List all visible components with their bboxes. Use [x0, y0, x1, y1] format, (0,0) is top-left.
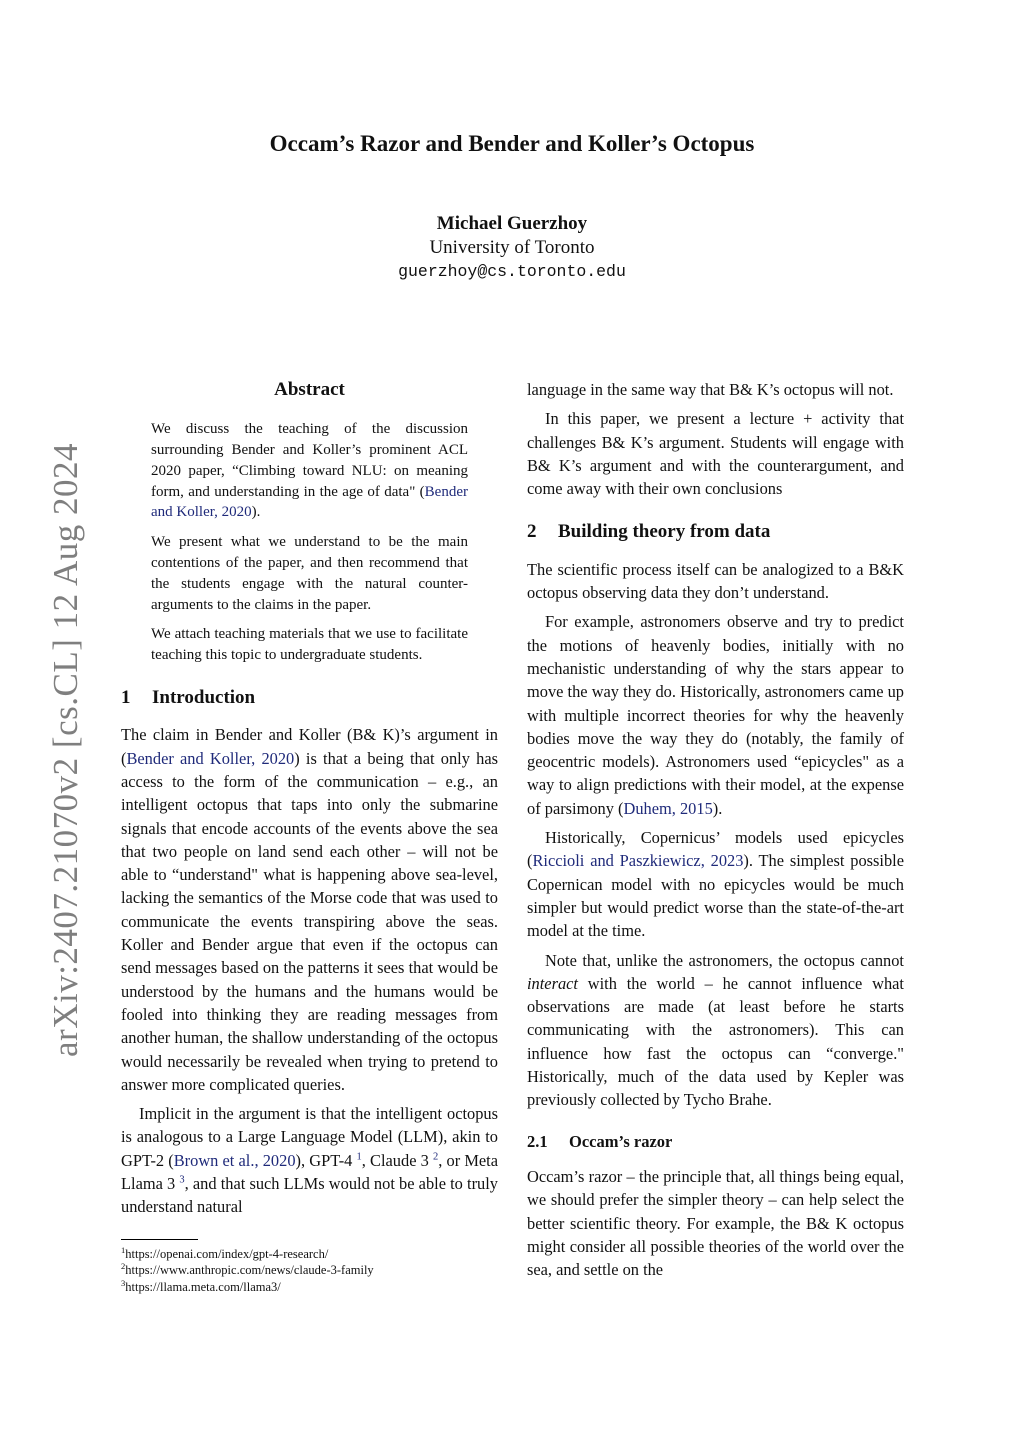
section-2-1-title: Occam’s razor	[569, 1131, 673, 1151]
citation-name: Bender and Koller	[126, 748, 252, 768]
section-2-number: 2	[527, 521, 537, 543]
intro-p2-b: ), GPT-4	[295, 1150, 357, 1170]
section-2-p3-a: Historically, Copernicus’ models used epicycles (	[527, 828, 904, 871]
section-2-heading	[527, 520, 904, 543]
citation-year: 2015	[679, 798, 713, 818]
footnote-ref-2[interactable]: 2	[433, 1151, 439, 1163]
intro-paragraph-1	[121, 723, 498, 1096]
author-affiliation: University of Toronto	[429, 237, 595, 258]
citation-year: 2020	[221, 504, 252, 521]
abstract-paragraph-3: We attach teaching materials that we use to facilitate teaching this topic to undergraduate students.	[151, 626, 468, 664]
citation-duhem[interactable]: Duhem, 2015	[623, 798, 713, 818]
section-1-heading	[121, 686, 498, 709]
footnote-mark: 3	[121, 1277, 126, 1288]
section-2-1-number: 2.1	[527, 1131, 548, 1151]
citation-name: Brown et al.	[173, 1150, 255, 1170]
citation-bender-koller-intro[interactable]: Bender and Koller, 2020	[126, 748, 295, 768]
intro-p1-b: ) is that a being that only has access to the form of the communication – e.g., an intelligent octopus that taps into only the submarine signals that encode accounts of the events above the sea that two people on land send each other – will not be able to “understand" what is happening above sea-level, lacking the semantics of the Morse code that was used to communicate the events transpiring above the seas. Koller and Bender argue that even if the octopus can send messages based on the patterns it sees that would be understood by the humans and the humans would be fooled into thinking they are reading messages from another human, the shallow understanding of the octopus would necessarily be revealed when trying to pretend to answer more complicated queries.	[121, 748, 498, 1094]
footnote-3[interactable]	[121, 1279, 498, 1296]
citation-name: Bender and Koller	[151, 483, 468, 521]
intro-p2-a: Implicit in the argument is that the intelligent octopus is analogous to a Large Language Model (LLM), akin to GPT-2 (	[121, 1104, 498, 1170]
footnote-url: https://openai.com/index/gpt-4-research/	[125, 1246, 329, 1261]
citation-bender-koller[interactable]: Bender and Koller, 2020	[151, 483, 468, 521]
abstract-paragraph-1	[151, 419, 468, 523]
footnote-ref-1[interactable]: 1	[356, 1151, 362, 1163]
citation-brown[interactable]: Brown et al., 2020	[173, 1150, 296, 1170]
footnote-url: https://llama.meta.com/llama3/	[125, 1279, 281, 1294]
intro-p2-d: , or Meta Llama 3	[121, 1150, 499, 1193]
citation-riccioli[interactable]: Riccioli and Paszkiewicz, 2023	[532, 851, 744, 871]
section-2-p3-b: ). The simplest possible Copernican model with no epicycles would be much simpler but would predict worse than the state-of-the-art model at the time.	[527, 851, 905, 941]
footnote-divider	[121, 1239, 198, 1240]
citation-name: Duhem	[623, 798, 672, 818]
footnote-mark: 2	[121, 1260, 126, 1271]
left-column	[121, 378, 498, 1295]
emphasis-interact: interact	[527, 973, 578, 993]
abstract-paragraph-2: We present what we understand to be the main contentions of the paper, and then recommend that the students engage with the natural counter-arguments to the claims in the paper.	[151, 534, 468, 613]
intro-paragraph-3: In this paper, we present a lecture + activity that challenges B& K’s argument. Students will engage with B& K’s argument and with the counterargument, and come away with their own conclusions	[527, 409, 904, 499]
section-2-p2-b: ).	[712, 798, 723, 818]
intro-paragraph-2-continued: language in the same way that B& K’s octopus will not.	[527, 380, 894, 399]
abstract-p1-text: We discuss the teaching of the discussion surrounding Bender and Koller’s prominent ACL 2020 paper, “Climbing toward NLU: on meaning form, and understanding in the age of data" (	[151, 421, 468, 500]
citation-year: 2020	[262, 1150, 296, 1170]
abstract-heading: Abstract	[274, 379, 345, 400]
section-1-title: Introduction	[152, 687, 256, 709]
abstract-body	[151, 419, 468, 666]
section-2-1-heading	[527, 1130, 904, 1153]
footnote-ref-3[interactable]: 3	[179, 1174, 185, 1186]
footnote-mark: 1	[121, 1244, 126, 1255]
section-2-paragraph-1: The scientific process itself can be analogized to a B&K octopus observing data they don’t understand.	[527, 559, 904, 603]
footnote-url: https://www.anthropic.com/news/claude-3-family	[125, 1263, 374, 1278]
section-2-1-paragraph-1: Occam’s razor – the principle that, all things being equal, we should prefer the simpler theory – can help select the better scientific theory. For example, the B& K octopus might consider all possible theories of the world over the sea, and settle on the	[527, 1166, 904, 1280]
author-name: Michael Guerzhoy	[436, 213, 588, 234]
arxiv-identifier: arXiv:2407.21070v2 [cs.CL] 12 Aug 2024	[46, 443, 85, 1057]
intro-paragraph-2	[121, 1102, 498, 1218]
citation-year: 2023	[710, 851, 744, 871]
citation-name: Riccioli and Paszkiewicz	[532, 851, 701, 871]
section-2-p2-a: For example, astronomers observe and try to predict the motions of heavenly bodies, initially with no mechanistic understanding of why the stars appear to move the way they do. Historically, astronomers came up with multiple incorrect theories for why the heavenly bodies move the way they do (notably, the family of geocentric models). Astronomers used “epicycles" as a way to align predictions with their model, at the expense of parsimony (	[527, 612, 904, 818]
footnote-1[interactable]	[121, 1246, 498, 1263]
section-2-paragraph-3	[527, 826, 904, 942]
citation-year: 2020	[261, 748, 295, 768]
right-column	[527, 378, 904, 1287]
section-2-p4-b: with the world – he cannot influence what observations are made (at least before he starts communicating with the astronomers). This can influence how fast the octopus can “converge." Historically, much of the data used by Kepler was previously collected by Tycho Brahe.	[527, 973, 904, 1110]
section-2-title: Building theory from data	[558, 521, 771, 543]
intro-p2-e: , and that such LLMs would not be able to truly understand natural	[121, 1174, 498, 1217]
intro-p2-c: , Claude 3	[361, 1150, 433, 1170]
author-block	[0, 212, 1024, 284]
abstract-p1-end: ).	[251, 504, 261, 521]
author-email[interactable]: guerzhoy@cs.toronto.edu	[398, 262, 626, 281]
paper-title: Occam’s Razor and Bender and Koller’s Octopus	[269, 131, 755, 156]
section-2-paragraph-4	[527, 949, 904, 1112]
intro-p1-a: The claim in Bender and Koller (B& K)’s argument in (	[121, 725, 498, 768]
section-1-number: 1	[121, 687, 131, 709]
section-2-paragraph-2	[527, 610, 904, 820]
footnote-2[interactable]	[121, 1262, 498, 1279]
section-2-p4-a: Note that, unlike the astronomers, the octopus cannot	[545, 950, 904, 970]
